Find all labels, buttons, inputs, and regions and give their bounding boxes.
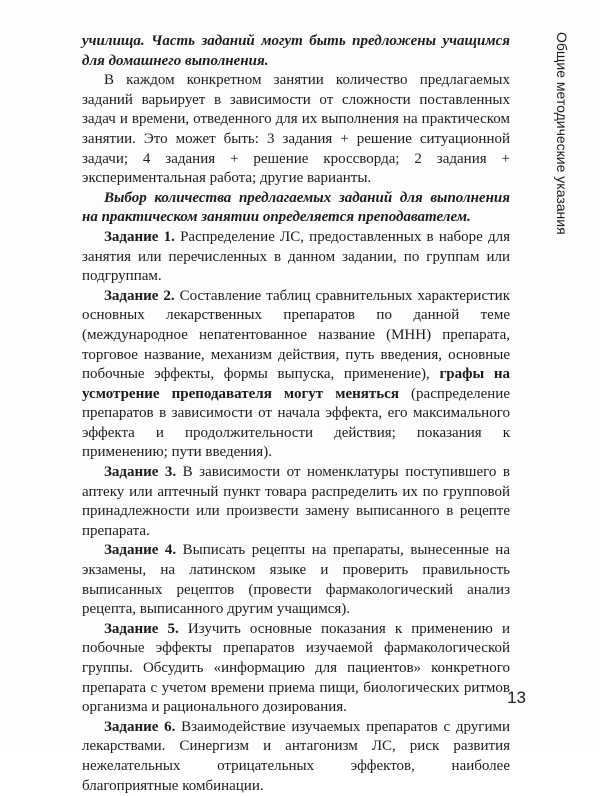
task-6-label: Задание 6. xyxy=(104,718,176,735)
task-6 xyxy=(82,718,510,796)
task-3 xyxy=(82,463,510,541)
page-number: 13 xyxy=(507,688,526,707)
task-3-label: Задание 3. xyxy=(104,464,177,481)
task-5-text: Изучить основные показания к применению и побочные эффекты препаратов изучаемой фармакологической группы. Обсудить «информацию для пациентов» конкретного препарата с учетом времени приема пищи, биологических ритмов организма и рационального дозирования. xyxy=(82,620,511,716)
task-1-text: Распределение ЛС, предоставленных в наборе для занятия или перечисленных в данном задании, по группам или подгруппам. xyxy=(82,228,511,285)
paragraph-homework-note: училища. Часть заданий могут быть предложены учащимся для домашнего выполнения. xyxy=(82,33,510,69)
task-1-label: Задание 1. xyxy=(104,228,175,245)
paragraph-teacher-choice: Выбор количества предлагаемых заданий для выполнения на практическом занятии определяется преподавателем. xyxy=(82,189,510,226)
running-header-text: Общие методические указания xyxy=(554,32,570,235)
task-2-label: Задание 2. xyxy=(104,287,175,304)
task-5-label: Задание 5. xyxy=(104,620,179,637)
task-2-text-a: Составление таблиц сравнительных характеристик основных лекарственных препаратов по данной теме (международное непатентованное название (МНН) препарата, торговое название, механизм действия, путь введения, основные побочные эффекты, формы выпуска, применение), xyxy=(82,287,510,383)
task-1 xyxy=(82,228,510,287)
body-text xyxy=(82,32,510,796)
running-header xyxy=(534,0,584,260)
task-2-bold-note: графы на усмотрение преподавателя могут меняться xyxy=(82,366,511,402)
task-6-text: Взаимодействие изучаемых препаратов с другими лекарствами. Синергизм и антагонизм ЛС, риск развития нежелательных отрицательных эффектов, наиболее благоприятные комбинации. xyxy=(82,718,510,794)
task-2-text-b: (распределение препаратов в зависимости от начала эффекта, его максимального эффекта и продолжительности действия; показания к применению; пути введения). xyxy=(82,385,510,461)
task-4-label: Задание 4. xyxy=(104,542,177,559)
task-2 xyxy=(82,287,510,463)
task-5 xyxy=(82,620,510,718)
task-4 xyxy=(82,541,510,619)
paragraph-task-count: В каждом конкретном занятии количество предлагаемых заданий варьирует в зависимости от сложности поставленных задач и времени, отведенного для их выполнения на практическом занятии. Это может быть: 3 задания + решение ситуационной задачи; 4 задания + решение кроссворда; 2 задания + экспериментальная работа; другие варианты. xyxy=(82,72,510,187)
task-4-text: Выписать рецепты на препараты, вынесенные на экзамены, на латинском языке и проверить правильность выписанных рецептов (провести фармакологический анализ рецепта, выписанного другим учащимся). xyxy=(82,542,510,618)
task-3-text: В зависимости от номенклатуры поступившего в аптеку или аптечный пункт товара распределить их по групповой принадлежности или произвести замену выписанного в рецепте препарата. xyxy=(82,464,510,539)
